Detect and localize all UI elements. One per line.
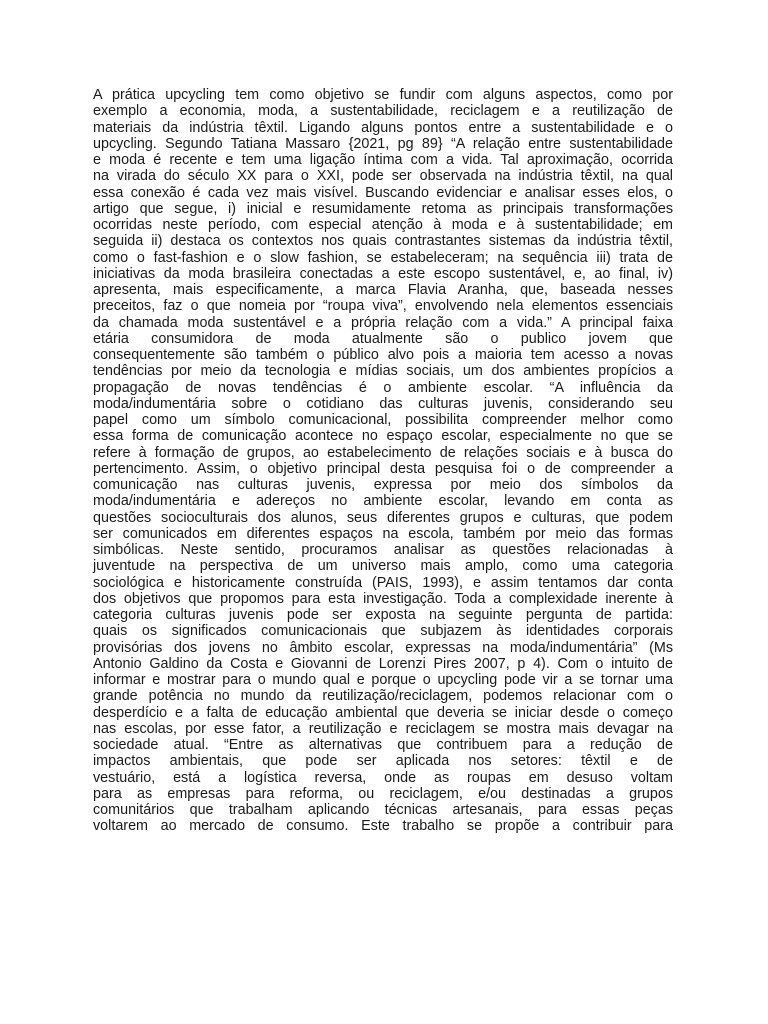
text-line: categoria culturas juvenis pode ser exposta na seguinte pergunta de partida: (93, 607, 673, 623)
text-line: moda/indumentária e adereços no ambiente escolar, levando em conta as (93, 493, 673, 510)
text-line: na virada do século XX para o XXI, pode ser observada na indústria têxtil, na qual (93, 168, 673, 185)
text-line: A prática upcycling tem como objetivo se fundir com alguns aspectos, como por (93, 87, 673, 103)
text-line: upcycling. Segundo Tatiana Massaro {2021, pg 89} “A relação entre sustentabilidade (93, 135, 673, 152)
text-line: quais os significados comunicacionais que subjazem às identidades corporais (93, 623, 673, 640)
text-line: essa conexão é cada vez mais visível. Buscando evidenciar e analisar esses elos, o (93, 184, 673, 201)
text-line: voltarem ao mercado de consumo. Este trabalho se propõe a contribuir para (93, 818, 673, 835)
text-line: preceitos, faz o que nomeia por “roupa viva”, envolvendo nela elementos essenciais (93, 298, 673, 315)
body-paragraph (93, 87, 673, 835)
text-line: impactos ambientais, que pode ser aplicada nos setores: têxtil e de (93, 753, 673, 770)
text-line: informar e mostrar para o mundo qual e porque o upcycling pode vir a se tornar uma (93, 672, 673, 688)
text-line: seguida ii) destaca os contextos nos quais contrastantes sistemas da indústria têxtil, (93, 233, 673, 250)
text-line: questões socioculturais dos alunos, seus diferentes grupos e culturas, que podem (93, 509, 673, 526)
text-line: materiais da indústria têxtil. Ligando alguns pontos entre a sustentabilidade e o (93, 119, 673, 136)
text-line: moda/indumentária sobre o cotidiano das culturas juvenis, considerando seu (93, 395, 673, 412)
text-line: dos objetivos que propomos para esta investigação. Toda a complexidade inerente à (93, 590, 673, 607)
text-line: etária consumidora de moda atualmente são o publico jovem que (93, 330, 673, 347)
text-line: artigo que segue, i) inicial e resumidamente retoma as principais transformações (93, 200, 673, 217)
text-line: essa forma de comunicação acontece no espaço escolar, especialmente no que se (93, 428, 673, 445)
text-line: apresenta, mais especificamente, a marca Flavia Aranha, que, baseada nesses (93, 282, 673, 298)
text-line: consequentemente são também o público alvo pois a maioria tem acesso a novas (93, 347, 673, 363)
text-line: comunicação nas culturas juvenis, expressa por meio dos símbolos da (93, 477, 673, 493)
text-line: nas escolas, por esse fator, a reutilização e reciclagem se mostra mais devagar na (93, 720, 673, 737)
text-line: desperdício e a falta de educação ambiental que deveria se iniciar desde o começo (93, 704, 673, 721)
text-line: refere à formação de grupos, ao estabelecimento de relações sociais e à busca do (93, 444, 673, 461)
text-line: e moda é recente e tem uma ligação íntima com a vida. Tal aproximação, ocorrida (93, 152, 673, 168)
text-line: propagação de novas tendências é o ambiente escolar. “A influência da (93, 379, 673, 396)
text-line: simbólicas. Neste sentido, procuramos analisar as questões relacionadas à (93, 542, 673, 558)
text-line: sociológica e historicamente construída (PAIS, 1993), e assim tentamos dar conta (93, 574, 673, 591)
text-line: pertencimento. Assim, o objetivo principal desta pesquisa foi o de compreender a (93, 460, 673, 477)
text-line: tendências por meio da tecnologia e mídias sociais, um dos ambientes propícios a (93, 363, 673, 380)
text-line: para as empresas para reforma, ou reciclagem, e/ou destinadas a grupos (93, 785, 673, 802)
text-line: papel como um símbolo comunicacional, possibilita compreender melhor como (93, 412, 673, 428)
text-line: sociedade atual. “Entre as alternativas que contribuem para a redução de (93, 737, 673, 753)
text-line: iniciativas da moda brasileira conectadas a este escopo sustentável, e, ao final, iv) (93, 265, 673, 282)
text-line: grande potência no mundo da reutilização/reciclagem, podemos relacionar com o (93, 688, 673, 705)
text-line: comunitários que trabalham aplicando técnicas artesanais, para essas peças (93, 802, 673, 818)
text-line: juventude na perspectiva de um universo mais amplo, como uma categoria (93, 558, 673, 575)
text-line: ocorridas neste período, com especial atenção à moda e à sustentabilidade; em (93, 217, 673, 233)
text-line: Antonio Galdino da Costa e Giovanni de Lorenzi Pires 2007, p 4). Com o intuito de (93, 655, 673, 672)
text-line: exemplo a economia, moda, a sustentabilidade, reciclagem e a reutilização de (93, 103, 673, 120)
text-line: da chamada moda sustentável e a própria relação com a vida.” A principal faixa (93, 314, 673, 331)
text-line: ser comunicados em diferentes espaços na escola, também por meio das formas (93, 525, 673, 542)
text-line: vestuário, está a logística reversa, onde as roupas em desuso voltam (93, 769, 673, 786)
text-line: como o fast-fashion e o slow fashion, se estabeleceram; na sequência iii) trata de (93, 249, 673, 266)
text-line: provisórias dos jovens no âmbito escolar, expressas na moda/indumentária” (Ms (93, 639, 673, 656)
